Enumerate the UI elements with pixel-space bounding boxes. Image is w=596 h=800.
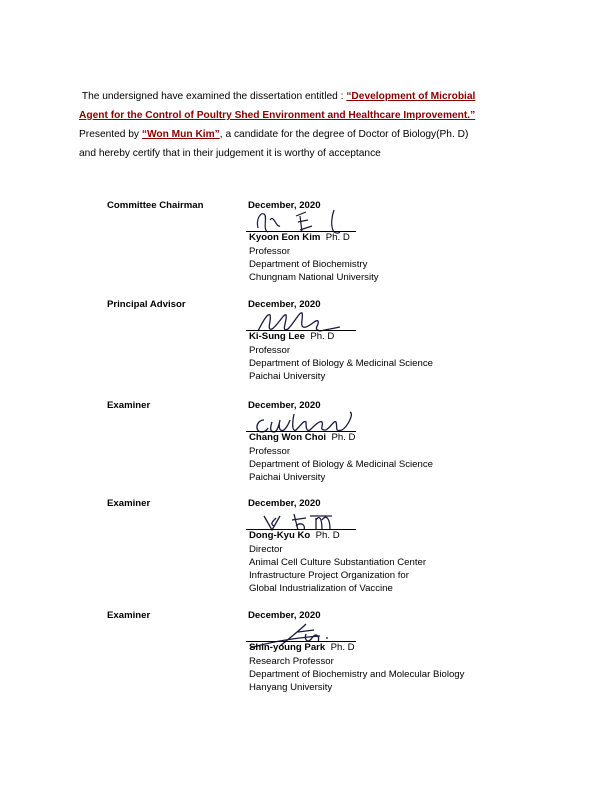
candidate-name: “Won Mun Kim” [141,129,220,140]
member-detail-line: Paichai University [249,472,326,483]
member-degree: Ph. D [330,642,355,653]
member-detail-line: Chungnam National University [249,272,379,283]
signing-date: December, 2020 [248,299,321,310]
intro-line-2 [79,106,519,125]
member-name-row [249,232,350,243]
member-name: Shin-young Park [249,642,326,653]
member-name-row [249,642,355,653]
presented-by-label: Presented by [79,129,142,140]
member-role: Principal Advisor [107,299,186,310]
member-detail-line: Department of Biology & Medicinal Science [249,358,433,369]
certification-statement [79,87,519,163]
member-name: Chang Won Choi [249,432,327,443]
member-name: Ki-Sung Lee [249,331,305,342]
member-detail-line: Infrastructure Project Organization for [249,570,409,581]
member-name-row [249,331,334,342]
member-detail-line: Professor [249,446,291,457]
member-detail-line: Department of Biochemistry [249,259,368,270]
member-role: Examiner [107,498,151,509]
member-name-row [249,530,340,541]
intro-text: The undersigned have examined the dissertation entitled : [81,91,347,102]
member-details [249,655,464,694]
intro-line-3 [79,125,519,144]
member-detail-line: Research Professor [249,656,334,667]
member-details [249,445,433,484]
member-detail-line: Hanyang University [249,682,333,693]
member-detail-line: Professor [249,345,291,356]
member-details [249,543,426,595]
member-degree: Ph. D [325,232,350,243]
signing-date: December, 2020 [248,200,321,211]
member-detail-line: Department of Biology & Medicinal Science [249,459,433,470]
member-name: Dong-Kyu Ko [249,530,311,541]
member-details [249,344,433,383]
member-name: Kyoon Eon Kim [249,232,321,243]
degree-text: , a candidate for the degree of Doctor of Biology(Ph. D) [219,129,469,140]
dissertation-title-part2: Agent for the Control of Poultry Shed Environment and Healthcare Improvement.” [79,110,476,121]
signing-date: December, 2020 [248,498,321,509]
member-degree: Ph. D [315,530,340,541]
intro-line-1 [79,87,519,106]
member-degree: Ph. D [310,331,335,342]
member-role: Examiner [107,610,151,621]
member-degree: Ph. D [331,432,356,443]
intro-line-4: and hereby certify that in their judgement it is worthy of acceptance [79,148,381,159]
member-name-row [249,432,355,443]
signing-date: December, 2020 [248,400,321,411]
member-detail-line: Director [249,544,283,555]
member-detail-line: Global Industrialization of Vaccine [249,583,393,594]
dissertation-title-part1: “Development of Microbial [346,91,476,102]
member-detail-line: Animal Cell Culture Substantiation Center [249,557,427,568]
member-detail-line: Professor [249,246,291,257]
member-role: Committee Chairman [107,200,204,211]
member-role: Examiner [107,400,151,411]
member-detail-line: Department of Biochemistry and Molecular Biology [249,669,465,680]
member-details [249,245,379,284]
member-detail-line: Paichai University [249,371,326,382]
signing-date: December, 2020 [248,610,321,621]
